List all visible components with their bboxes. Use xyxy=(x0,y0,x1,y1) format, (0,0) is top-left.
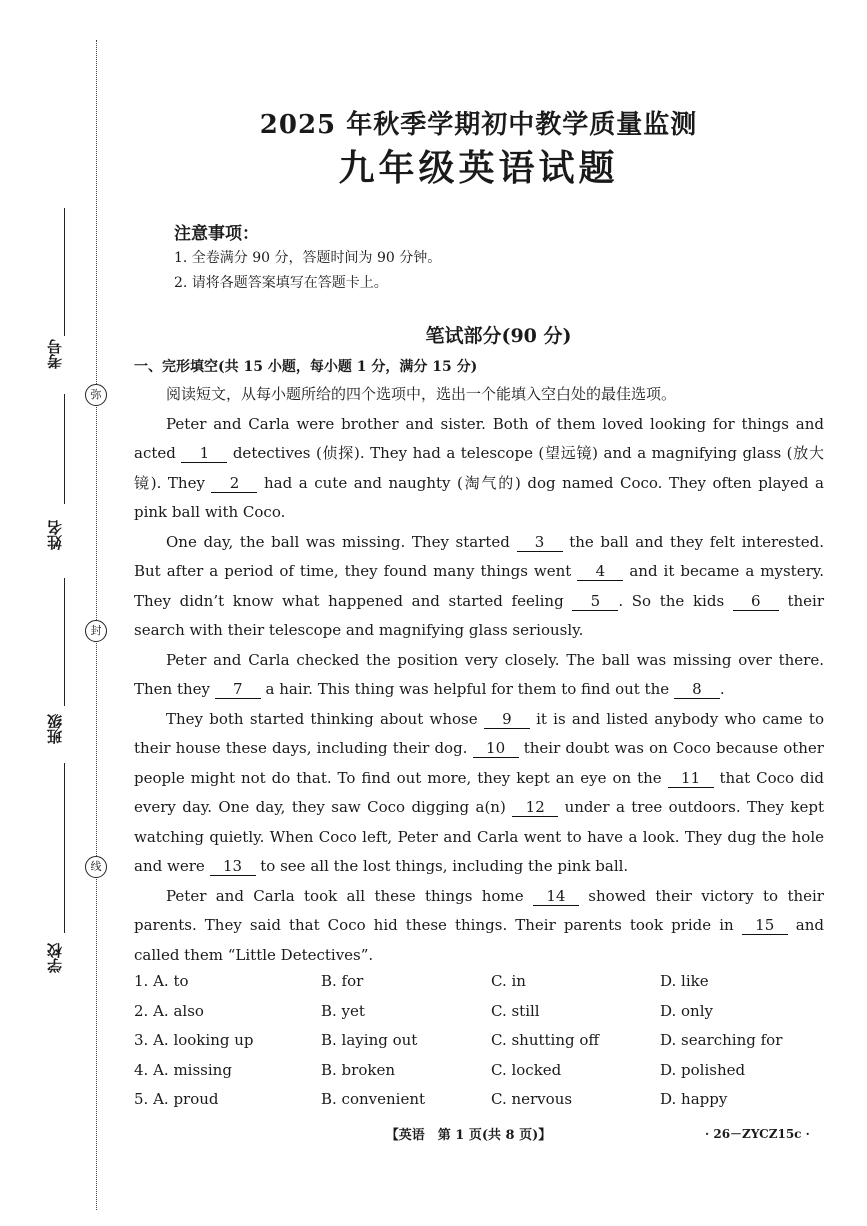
blank-2: 2 xyxy=(211,474,257,493)
school-line xyxy=(64,763,65,933)
paragraph-1: Peter and Carla were brother and sister. Both of them loved looking for things and acted 1 detectives (侦探). They had a telescope (望远镜) and a magnifying glass (放大镜). They 2 had a cute and naughty (淘气的) dog named Coco. They often played a pink ball with Coco. xyxy=(134,414,824,521)
option-c: C. shutting off xyxy=(491,1031,600,1049)
options-row-4 xyxy=(134,1057,834,1087)
section-title: 笔试部分(90 分) xyxy=(425,325,572,347)
blank-4: 4 xyxy=(577,562,623,581)
exam-subject-title: 九年级英语试题 xyxy=(338,148,619,189)
blank-8: 8 xyxy=(674,680,720,699)
option-d: D. only xyxy=(660,1001,713,1020)
option-d: D. polished xyxy=(660,1060,746,1079)
option-b: B. for xyxy=(321,972,364,990)
option-b: B. broken xyxy=(321,1060,395,1079)
seal-mark-feng: 封 xyxy=(85,620,107,642)
exam-number-line xyxy=(64,208,65,336)
blank-5: 5 xyxy=(572,592,618,611)
class-line xyxy=(64,578,65,706)
note-item-1: 1. 全卷满分 90 分，答题时间为 90 分钟。 xyxy=(174,250,442,266)
answer-options xyxy=(134,968,834,1116)
option-a: 4. A. missing xyxy=(134,1060,232,1079)
option-b: B. laying out xyxy=(321,1031,418,1049)
paragraph-4: They both started thinking about whose 9 it is and listed anybody who came to their house these days, including their dog. 10 their doubt was on Coco because other people might not do that. To find out more, they kept an eye on the 11 that Coco did every day. One day, they saw Coco digging a(n) 12 under a tree outdoors. They kept watching quietly. When Coco left, Peter and Carla went to have a look. They dug the hole and were 13 to see all the lost things, including the pink ball. xyxy=(134,709,825,875)
class-label: 班级 xyxy=(46,714,64,744)
blank-15: 15 xyxy=(742,916,788,935)
option-d: D. like xyxy=(660,972,709,990)
exam-title: 2025 年秋季学期初中教学质量监测 xyxy=(259,110,698,140)
option-c: C. locked xyxy=(491,1060,562,1079)
options-row-3 xyxy=(134,1027,834,1057)
option-a: 3. A. looking up xyxy=(134,1031,254,1049)
blank-10: 10 xyxy=(473,739,519,758)
part-heading: 一、完形填空(共 15 小题，每小题 1 分，满分 15 分) xyxy=(134,359,478,375)
paragraph-2: One day, the ball was missing. They started 3 the ball and they felt interested. But after a period of time, they found many things went 4 and it became a mystery. They didn’t know what happened and started feeling 5 . So the kids 6 their search with their telescope and magnifying glass seriously. xyxy=(134,532,825,639)
paper-code: · 26－ZYCZ15c · xyxy=(705,1127,810,1141)
exam-number-label: 考号 xyxy=(46,339,64,369)
blank-12: 12 xyxy=(512,798,558,817)
name-line xyxy=(64,394,65,504)
option-a: 2. A. also xyxy=(134,1001,204,1020)
blank-6: 6 xyxy=(733,592,779,611)
notes-heading: 注意事项： xyxy=(174,224,259,244)
paragraph-5: Peter and Carla took all these things home 14 showed their victory to their parents. They said that Coco hid these things. Their parents took pride in 15 and called them “Little Detectives”. xyxy=(134,886,824,964)
option-c: C. in xyxy=(491,972,526,990)
option-b: B. convenient xyxy=(321,1090,426,1108)
option-c: C. still xyxy=(491,1001,540,1020)
blank-13: 13 xyxy=(210,857,256,876)
blank-7: 7 xyxy=(215,680,261,699)
paragraph-3: Peter and Carla checked the position very closely. The ball was missing over there. Then they 7 a hair. This thing was helpful for them to find out the 8 . xyxy=(134,650,824,698)
page-number: 【英语 第 1 页(共 8 页)】 xyxy=(385,1128,552,1143)
blank-9: 9 xyxy=(484,710,530,729)
blank-14: 14 xyxy=(533,887,579,906)
options-row-2 xyxy=(134,998,834,1028)
option-a: 1. A. to xyxy=(134,972,189,990)
options-row-1 xyxy=(134,968,834,998)
blank-3: 3 xyxy=(517,533,563,552)
seal-mark-mi: 弥 xyxy=(85,384,107,406)
option-c: C. nervous xyxy=(491,1090,573,1108)
note-item-2: 2. 请将各题答案填写在答题卡上。 xyxy=(174,275,388,291)
options-row-5 xyxy=(134,1086,834,1116)
option-a: 5. A. proud xyxy=(134,1090,219,1108)
option-d: D. happy xyxy=(660,1090,728,1108)
blank-1: 1 xyxy=(181,444,227,463)
blank-11: 11 xyxy=(668,769,714,788)
cloze-passage xyxy=(134,380,824,970)
instruction: 阅读短文，从每小题所给的四个选项中，选出一个能填入空白处的最佳选项。 xyxy=(166,385,677,403)
option-d: D. searching for xyxy=(660,1031,783,1049)
name-label: 姓名 xyxy=(46,520,64,550)
option-b: B. yet xyxy=(321,1001,365,1020)
seal-mark-xian: 线 xyxy=(85,856,107,878)
school-label: 学校 xyxy=(46,943,64,973)
